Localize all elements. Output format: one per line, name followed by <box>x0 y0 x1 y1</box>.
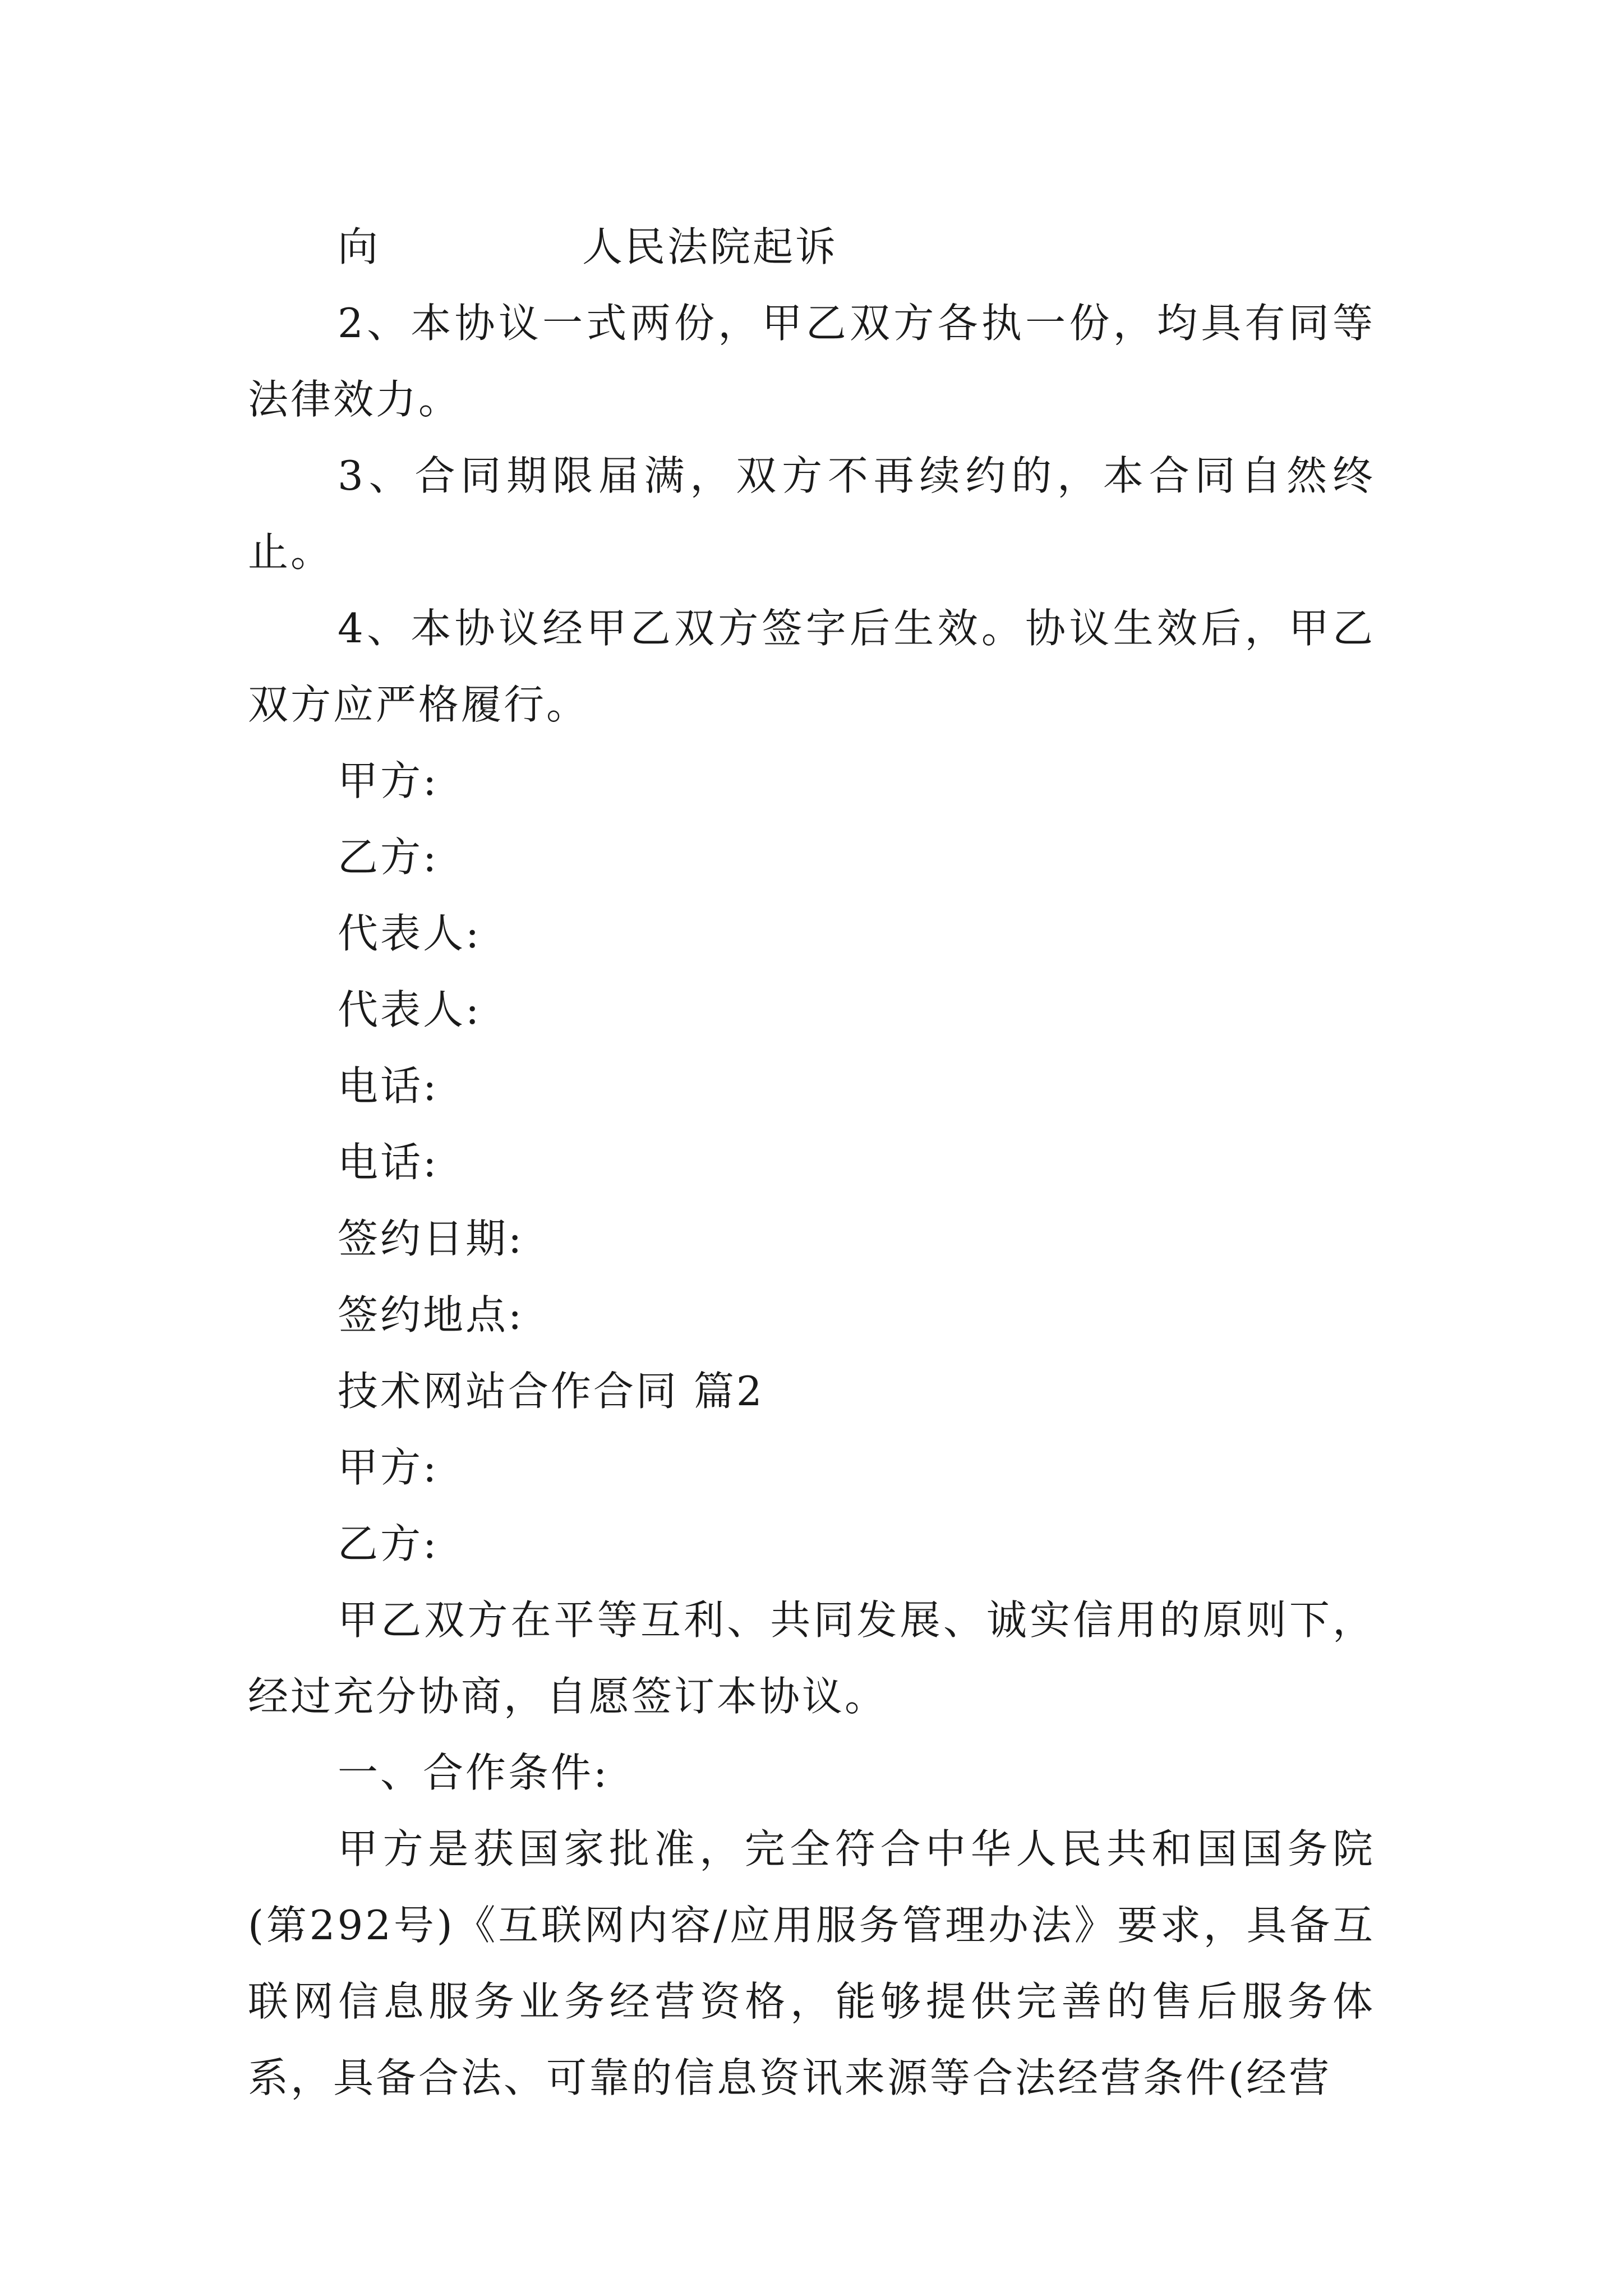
heading-cooperation-conditions: 一、合作条件: <box>338 1749 610 1796</box>
sign-date-label: 签约日期: <box>338 1215 524 1262</box>
clause-4: 4、本协议经甲乙双方签字后生效。协议生效后，甲乙双方应严格履行。 <box>248 605 1375 728</box>
phone-b-label: 电话: <box>338 1139 439 1186</box>
representative-b-label: 代表人: <box>338 986 482 1033</box>
party-b-label: 乙方: <box>338 834 439 881</box>
party-a-label-2: 甲方: <box>338 1444 439 1491</box>
phone-a-label: 电话: <box>338 1062 439 1110</box>
clause-3: 3、合同期限届满，双方不再续约的，本合同自然终止。 <box>248 452 1375 576</box>
cooperation-body: 甲方是获国家批准，完全符合中华人民共和国国务院(第292号)《互联网内容/应用服务管理办法》要求，具备互联网信息服务业务经营资格，能够提供完善的售后服务体系，具备合法、可靠的信息资讯来源等合法经营条件(经营 <box>248 1825 1375 2101</box>
court-suffix: 人民法院起诉 <box>582 223 838 270</box>
sign-place-label: 签约地点: <box>338 1291 524 1338</box>
document-body <box>248 209 1375 2116</box>
clause-2: 2、本协议一式两份，甲乙双方各执一份，均具有同等法律效力。 <box>248 300 1375 423</box>
section-title: 技术网站合作合同 篇2 <box>338 1368 764 1415</box>
representative-a-label: 代表人: <box>338 910 482 957</box>
party-a-label: 甲方: <box>338 757 439 804</box>
intro-paragraph: 甲乙双方在平等互利、共同发展、诚实信用的原则下，经过充分协商，自愿签订本协议。 <box>248 1596 1375 1720</box>
court-prefix: 向 <box>338 223 381 270</box>
party-b-label-2: 乙方: <box>338 1520 439 1567</box>
court-line <box>248 209 1375 285</box>
